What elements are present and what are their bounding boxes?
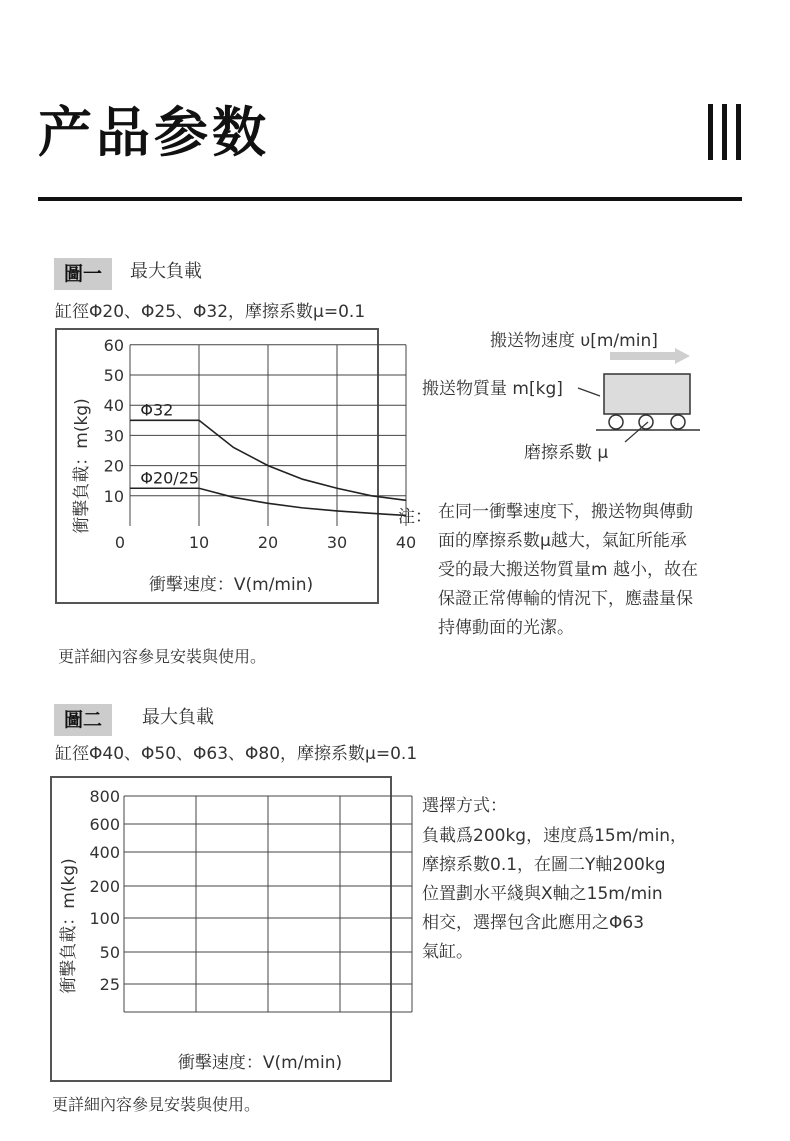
note-block bbox=[438, 498, 698, 643]
selection-line: 位置劃水平綫與X軸之15m/min bbox=[422, 884, 663, 904]
selection-line: 負載爲200kg，速度爲15m/min， bbox=[422, 826, 688, 846]
chart-2-ylabel: 衝擊負載：m(kg) bbox=[59, 858, 79, 994]
note-head: 注： bbox=[398, 507, 432, 527]
selection-block bbox=[422, 822, 687, 967]
speed-label: 搬送物速度 υ[m/min] bbox=[490, 331, 658, 351]
figure-1-footer: 更詳細內容參見安裝與使用。 bbox=[58, 647, 267, 666]
y-tick-label: 60 bbox=[103, 335, 124, 355]
note-line: 保證正常傳輸的情況下，應盡量保 bbox=[438, 589, 693, 609]
header-divider bbox=[38, 197, 742, 201]
figure-1-spec: 缸徑Φ20、Φ25、Φ32，摩擦系數μ=0.1 bbox=[55, 302, 366, 322]
note-line: 在同一衝擊速度下，搬送物與傳動 bbox=[438, 502, 693, 522]
y-tick-label: 50 bbox=[99, 943, 120, 962]
figure-1-badge: 圖一 bbox=[54, 258, 112, 290]
wheel-icon bbox=[639, 415, 653, 429]
note-line: 面的摩擦系數μ越大，氣缸所能承 bbox=[438, 531, 687, 551]
x-tick-label: 0 bbox=[114, 533, 126, 552]
selection-title: 選擇方式： bbox=[422, 796, 507, 816]
y-tick-label: 30 bbox=[103, 426, 124, 446]
page-title: 产品参数 bbox=[38, 101, 270, 164]
selection-line: 相交，選擇包含此應用之Φ63 bbox=[422, 913, 645, 933]
x-tick-label: 20 bbox=[257, 533, 279, 552]
y-tick-label: 40 bbox=[103, 396, 124, 416]
y-tick-label: 800 bbox=[89, 787, 120, 806]
y-tick-label: 200 bbox=[89, 877, 120, 896]
y-tick-label: 100 bbox=[89, 909, 120, 928]
cart-diagram bbox=[400, 318, 745, 468]
chart-1 bbox=[55, 328, 417, 604]
chart-1-xlabel: 衝擊速度：V(m/min) bbox=[148, 575, 314, 595]
figure-2-footer: 更詳細內容參見安裝與使用。 bbox=[52, 1095, 261, 1114]
mass-label: 搬送物質量 m[kg] bbox=[422, 379, 563, 399]
menu-bars-icon bbox=[708, 104, 744, 160]
note-line: 受的最大搬送物質量m 越小，故在 bbox=[438, 560, 698, 580]
wheel-icon bbox=[671, 415, 685, 429]
y-tick-label: 20 bbox=[103, 456, 124, 476]
figure-2-title: 最大負載 bbox=[142, 707, 214, 728]
series-label: Φ32 bbox=[140, 400, 174, 420]
y-tick-label: 25 bbox=[99, 975, 120, 994]
wheel-icon bbox=[609, 415, 623, 429]
y-tick-label: 600 bbox=[89, 815, 120, 834]
chart-2 bbox=[50, 776, 392, 1082]
y-tick-label: 50 bbox=[103, 366, 124, 385]
figure-1-title: 最大負載 bbox=[130, 261, 202, 282]
selection-line: 氣缸。 bbox=[422, 942, 473, 962]
x-tick-label: 10 bbox=[188, 533, 210, 552]
cart-body bbox=[604, 374, 690, 414]
friction-label: 磨擦系數 μ bbox=[524, 443, 609, 463]
chart-2-xlabel: 衝擊速度：V(m/min) bbox=[177, 1053, 343, 1073]
x-tick-label: 30 bbox=[326, 533, 348, 552]
selection-line: 摩擦系數0.1，在圖二Y軸200kg bbox=[422, 855, 666, 875]
series-label: Φ20/25 bbox=[140, 468, 200, 488]
y-tick-label: 10 bbox=[103, 486, 124, 506]
chart-1-ylabel: 衝擊負載：m(kg) bbox=[72, 398, 92, 534]
x-tick-label: 40 bbox=[395, 533, 417, 552]
figure-2-badge: 圖二 bbox=[54, 704, 112, 736]
y-tick-label: 400 bbox=[89, 843, 120, 862]
note-line: 持傳動面的光潔。 bbox=[438, 618, 574, 638]
figure-2-spec: 缸徑Φ40、Φ50、Φ63、Φ80，摩擦系數μ=0.1 bbox=[55, 744, 418, 764]
